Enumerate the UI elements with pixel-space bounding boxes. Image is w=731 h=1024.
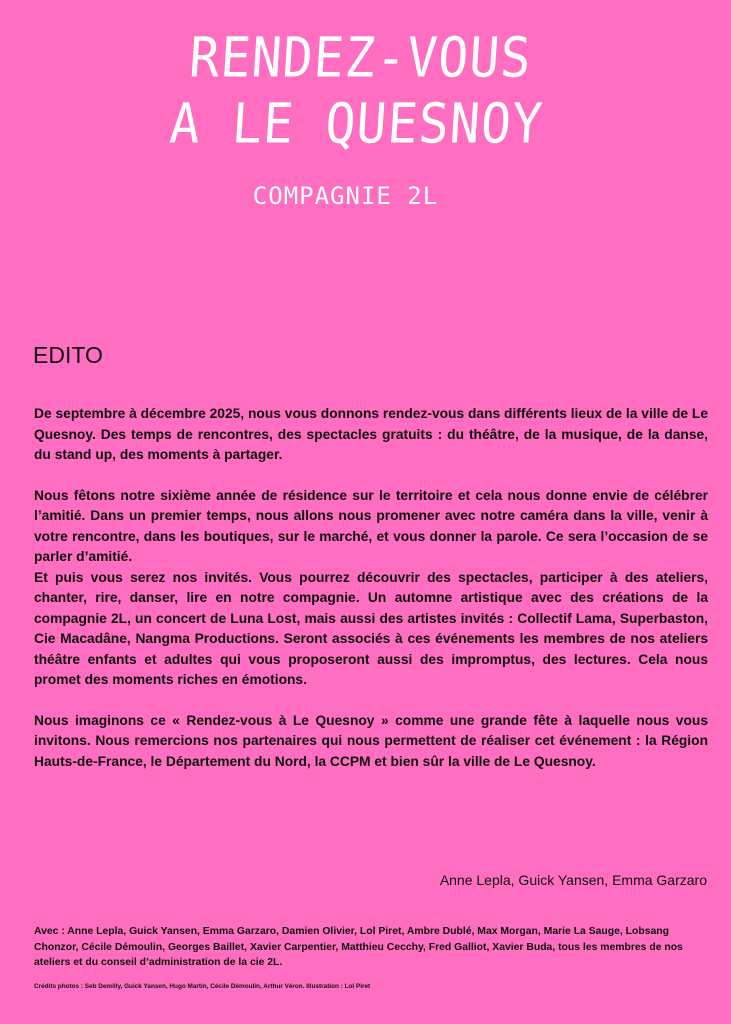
logo-company-name: COMPAGNIE 2L bbox=[252, 182, 439, 210]
edito-heading: EDITO bbox=[33, 342, 103, 368]
logo-title-line-2: A LE QUESNOY bbox=[167, 92, 546, 156]
edito-paragraph-1: De septembre à décembre 2025, nous vous donnons rendez-vous dans différents lieux de la ville de Le Quesnoy. Des temps de rencontres, des spectacles gratuits : du théâtre, de la musique, de la danse, du stand up, des moments à partager. bbox=[34, 406, 708, 462]
cast-list: Avec : Anne Lepla, Guick Yansen, Emma Garzaro, Damien Olivier, Lol Piret, Ambre Dublé, Max Morgan, Marie La Sauge, Lobsang Chonzor, Cécile Démoulin, Georges Baillet, Xavier Carpentier, Matthieu Cecchy, Fred Galliot, Xavier Buda, tous les membres de nos ateliers et du conseil d’administration de la cie 2L. bbox=[34, 926, 683, 968]
edito-body bbox=[34, 404, 708, 772]
edito-signature: Anne Lepla, Guick Yansen, Emma Garzaro bbox=[439, 872, 707, 888]
photo-credits: Crédits photos : Seb Demilly, Guick Yansen, Hugo Martin, Cécile Démoulin, Arthur Véron. Illustration : Lol Piret bbox=[34, 983, 371, 990]
event-logo bbox=[0, 26, 731, 210]
edito-paragraph-3: Et puis vous serez nos invités. Vous pourrez découvrir des spectacles, participer à des ateliers, chanter, rire, danser, lire en notre compagnie. Un automne artistique avec des créations de la compagnie 2L, un concert de Luna Lost, mais aussi des artistes invités : Collectif Lama, Superbaston, Cie Macadâne, Nangma Productions. Seront associés à ces événements les membres de nos ateliers théâtre enfants et adultes qui vous proposeront aussi des impromptus, des lectures. Cela nous promet des moments riches en émotions. bbox=[34, 569, 708, 687]
edito-paragraph-4: Nous imaginons ce « Rendez-vous à Le Quesnoy » comme une grande fête à laquelle nous vous invitons. Nous remercions nos partenaires qui nous permettent de réaliser cet événement : la Région Hauts-de-France, le Département du Nord, la CCPM et bien sûr la ville de Le Quesnoy. bbox=[34, 712, 708, 769]
edito-paragraph-2: Nous fêtons notre sixième année de résidence sur le territoire et cela nous donne envie de célébrer l’amitié. Dans un premier temps, nous allons nous promener avec notre caméra dans la ville, venir à votre rencontre, dans les boutiques, sur le marché, et vous donner la parole. Ce sera l’occasion de se parler d’amitié. bbox=[34, 487, 708, 564]
logo-title-line-1: RENDEZ-VOUS bbox=[187, 26, 534, 90]
